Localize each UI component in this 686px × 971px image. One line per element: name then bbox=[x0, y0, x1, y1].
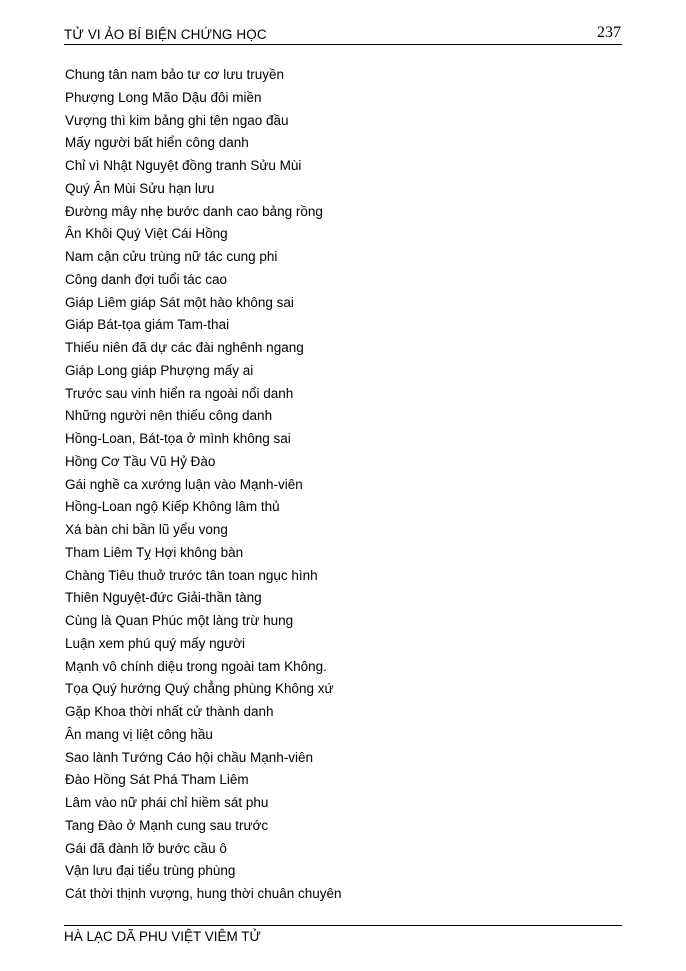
verse-line: Chung tân nam bảo tư cơ lưu truyền bbox=[65, 67, 285, 82]
verse-line: Nam cận cửu trùng nữ tác cung phi bbox=[65, 249, 278, 264]
footer-author: HÀ LẠC DÃ PHU VIỆT VIÊM TỬ bbox=[64, 929, 262, 944]
running-title: TỬ VI ẢO BÍ BIỆN CHỨNG HỌC bbox=[64, 27, 267, 42]
verse-line: Hồng Cơ Tầu Vũ Hỷ Đào bbox=[65, 453, 216, 469]
verse-line: Hồng-Loan ngộ Kiếp Không lâm thủ bbox=[65, 499, 280, 515]
verse-line: Chàng Tiêu thuở trước tân toan ngục hình bbox=[65, 567, 318, 583]
verse-line: Vượng thì kim bảng ghi tên ngao đầu bbox=[65, 112, 289, 128]
verse-line: Chỉ vì Nhật Nguyệt đồng tranh Sửu Mùi bbox=[65, 158, 302, 173]
verse-line: Công danh đợi tuổi tác cao bbox=[65, 271, 227, 287]
verse-line: Ân Khôi Quý Việt Cái Hồng bbox=[65, 226, 228, 242]
verse-line: Thiếu niên đã dự các đài nghênh ngang bbox=[65, 340, 304, 355]
verse-line: Hồng-Loan, Bát-tọa ở mình không sai bbox=[65, 431, 291, 446]
verse-line: Cùng là Quan Phúc một làng trừ hung bbox=[65, 613, 294, 628]
verse-line: Luận xem phú quý mấy người bbox=[65, 635, 245, 651]
verse-line: Quý Ân Mùi Sửu hạn lưu bbox=[65, 180, 215, 196]
verse-line: Giáp Liêm giáp Sát một hào không sai bbox=[65, 294, 294, 310]
verse-line: Lâm vào nữ phái chỉ hiềm sát phu bbox=[65, 795, 269, 810]
verse-line: Gái nghề ca xướng luận vào Mạnh-viên bbox=[65, 476, 303, 492]
verse-line: Ân mang vị liệt công hầu bbox=[65, 726, 213, 742]
verse-line: Thiên Nguyệt-đức Giải-thần tàng bbox=[65, 590, 262, 606]
verse-line: Giáp Bát-tọa giám Tam-thai bbox=[65, 317, 230, 333]
page-header bbox=[64, 24, 622, 45]
verse-line: Tang Đào ở Mạnh cung sau trước bbox=[65, 817, 269, 833]
verse-line: Tham Liêm Tỵ Hợi không bàn bbox=[65, 544, 244, 560]
verse-line: Sao lành Tướng Cáo hội chầu Mạnh-viên bbox=[65, 749, 314, 765]
verse-line: Phượng Long Mão Dậu đôi miền bbox=[65, 89, 262, 105]
verse-line: Gái đã đành lỡ bước cầu ô bbox=[65, 840, 227, 856]
verse-line: Xá bàn chi bần lũ yểu vong bbox=[65, 522, 228, 537]
verse-line: Tọa Quý hướng Quý chẳng phùng Không xứ bbox=[65, 681, 334, 697]
page-number: 237 bbox=[597, 24, 621, 41]
verse-line: Mạnh vô chính diệu trong ngoài tam Không. bbox=[65, 658, 327, 674]
page-footer bbox=[64, 925, 622, 944]
verse-line: Cát thời thịnh vượng, hung thời chuân chuyên bbox=[65, 886, 342, 901]
verse-line: Gặp Khoa thời nhất cử thành danh bbox=[65, 704, 274, 719]
verse-line: Giáp Long giáp Phượng mấy ai bbox=[65, 362, 254, 378]
verse-line: Những người nên thiếu công danh bbox=[65, 408, 273, 424]
verse-line: Mấy người bất hiển công danh bbox=[65, 135, 249, 151]
verse-line: Đào Hồng Sát Phá Tham Liêm bbox=[65, 772, 249, 788]
verse-line: Vận lưu đại tiểu trùng phùng bbox=[65, 863, 236, 879]
verse-line: Trước sau vinh hiển ra ngoài nổi danh bbox=[65, 385, 294, 401]
verse-list bbox=[65, 64, 625, 906]
verse-line: Đường mây nhẹ bước danh cao bảng rồng bbox=[65, 203, 323, 219]
